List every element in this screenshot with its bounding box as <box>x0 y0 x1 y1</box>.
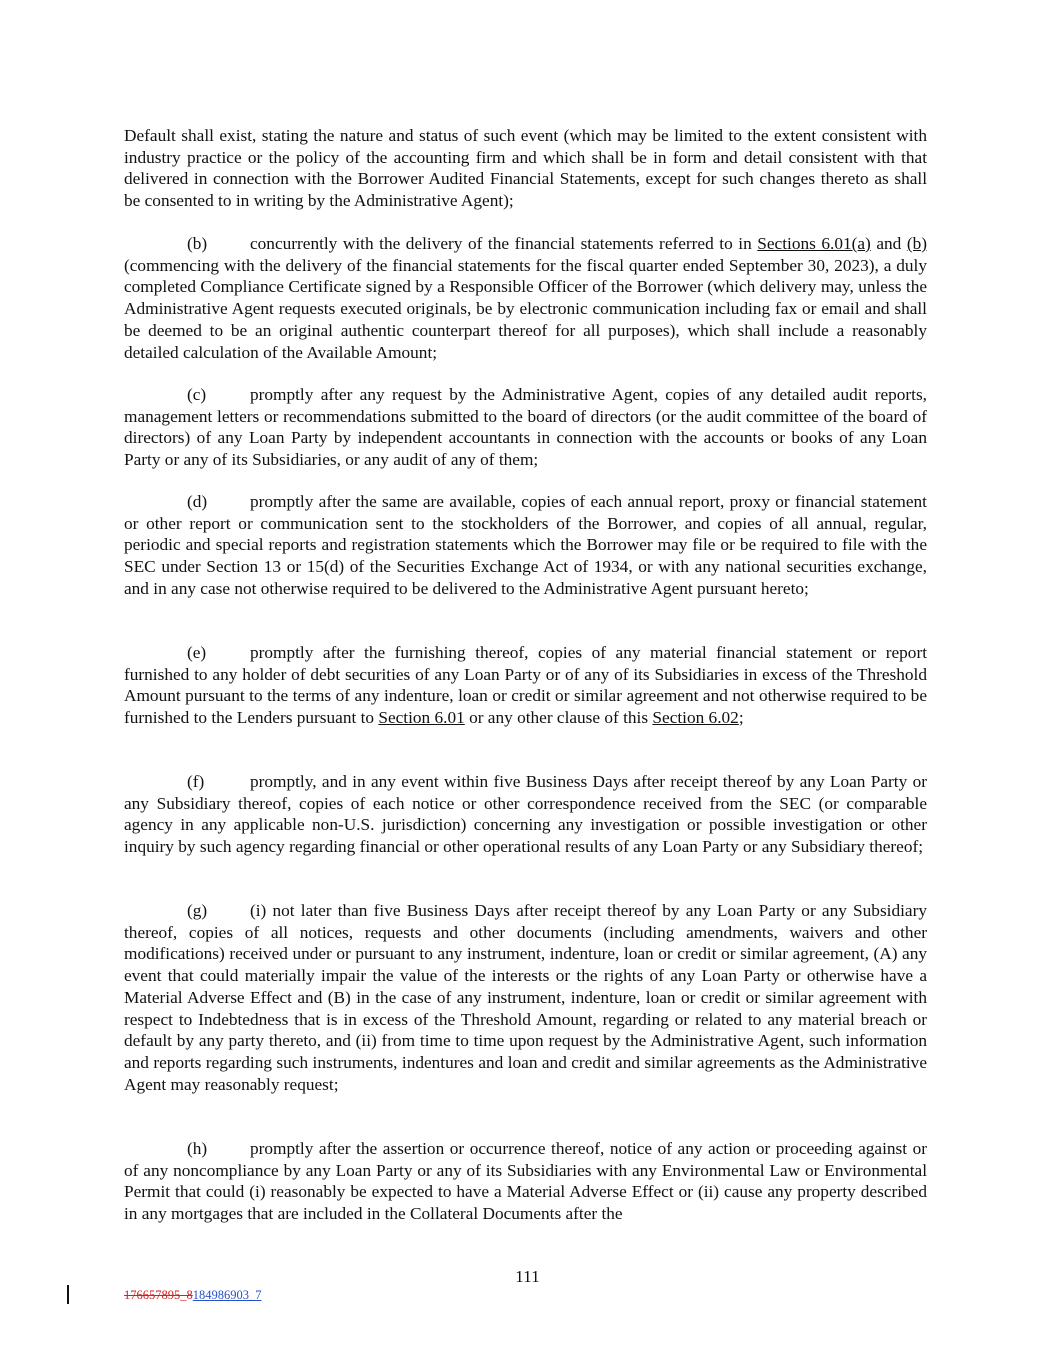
clause-e <box>124 642 927 729</box>
document-id <box>124 1288 262 1303</box>
section-b-link: (b) <box>906 234 927 253</box>
clause-c-label: (c) <box>187 385 207 404</box>
clause-g <box>124 900 927 1095</box>
clause-f-text: promptly, and in any event within five Business Days after receipt thereof by any Loan Party or any Subsidiary thereof, copies of each notice or other correspondence received from the SEC (or comparable agency in any applicable non-U.S. jurisdiction) concerning any investigation or possible investigation or other inquiry by such agency regarding financial or other operational results of any Loan Party or any Subsidiary thereof; <box>124 772 927 857</box>
clause-b <box>124 233 927 363</box>
clause-f <box>124 771 927 858</box>
clause-e-text-3: ; <box>738 708 744 728</box>
clause-c-text: promptly after any request by the Administrative Agent, copies of any detailed audit reports, management letters or recommendations submitted to the board of directors (or the audit committee of the board of directors) of any Loan Party by independent accountants in connection with the accounts or books of any Loan Party or any of its Subsidiaries, or any audit of any of them; <box>124 385 927 470</box>
clause-b-text-1: concurrently with the delivery of the financial statements referred to in <box>250 234 758 253</box>
clause-d <box>124 491 927 600</box>
clause-e-text-2: or any other clause of this <box>464 708 653 728</box>
sections-6-01-a-link: Sections 6.01(a) <box>757 234 871 253</box>
page-number: 111 <box>515 1267 540 1286</box>
change-bar <box>67 1285 69 1304</box>
clause-c <box>124 384 927 471</box>
document-id-deleted: 176657895_8 <box>124 1288 193 1302</box>
clause-d-text: promptly after the same are available, copies of each annual report, proxy or financial statement or other report or communication sent to the stockholders of the Borrower, and copies of all annual, regular, periodic and special reports and registration statements which the Borrower may file or be required to file with the SEC under Section 13 or 15(d) of the Securities Exchange Act of 1934, or with any national securities exchange, and in any case not otherwise required to be delivered to the Administrative Agent pursuant hereto; <box>124 492 927 598</box>
clause-h <box>124 1138 927 1225</box>
clause-g-text: (i) not later than five Business Days after receipt thereof by any Loan Party or any Subsidiary thereof, copies of all notices, requests and other documents (including amendments, waivers and other modifications) received under or pursuant to any instrument, indenture, loan or credit or similar agreement, (A) any event that could materially impair the value of the interests or the rights of any Loan Party or otherwise have a Material Adverse Effect and (B) in the case of any instrument, indenture, loan or credit or similar agreement with respect to Indebtedness that is in excess of the Threshold Amount, regarding or related to any material breach or default by any party thereto, and (ii) from time to time upon request by the Administrative Agent, such information and reports regarding such instruments, indentures and loan and credit and similar agreements as the Administrative Agent may reasonably request; <box>124 901 927 1094</box>
clause-h-label: (h) <box>187 1139 208 1158</box>
clause-g-label: (g) <box>187 901 208 920</box>
clause-f-label: (f) <box>187 772 205 791</box>
document-id-inserted: 184986903_7 <box>192 1288 262 1302</box>
clause-d-label: (d) <box>187 492 208 511</box>
paragraph-continuation: Default shall exist, stating the nature and status of such event (which may be limited to the extent consistent with industry practice or the policy of the accounting firm and which shall be in form and detail consistent with that delivered in connection with the Borrower Audited Financial Statements, except for such changes thereto as shall be consented to in writing by the Administrative Agent); <box>124 126 927 211</box>
clause-b-label: (b) <box>187 234 208 253</box>
clause-b-text-3: (commencing with the delivery of the financial statements for the fiscal quarter ended September 30, 2023), a duly completed Compliance Certificate signed by a Responsible Officer of the Borrower (which delivery may, unless the Administrative Agent requests executed originals, be by electronic communication including fax or email and shall be deemed to be an original authentic counterpart thereof for all purposes), which shall include a reasonably detailed calculation of the Available Amount; <box>124 255 927 362</box>
section-6-02-link: Section 6.02 <box>652 708 739 728</box>
section-6-01-link: Section 6.01 <box>378 708 465 728</box>
clause-e-text-1: promptly after the furnishing thereof, copies of any material financial statement or report furnished to any holder of debt securities of any Loan Party or of any of its Subsidiaries in excess of the Threshold Amount pursuant to the terms of any indenture, loan or credit or similar agreement and not otherwise required to be furnished to the Lenders pursuant to <box>124 643 927 728</box>
clause-e-label: (e) <box>187 643 207 662</box>
clause-h-text: promptly after the assertion or occurrence thereof, notice of any action or proceeding against or of any noncompliance by any Loan Party or any of its Subsidiaries with any Environmental Law or Environmental Permit that could (i) reasonably be expected to have a Material Adverse Effect or (ii) cause any property described in any mortgages that are included in the Collateral Documents after the <box>124 1139 927 1224</box>
clause-b-text-2: and <box>870 234 907 253</box>
